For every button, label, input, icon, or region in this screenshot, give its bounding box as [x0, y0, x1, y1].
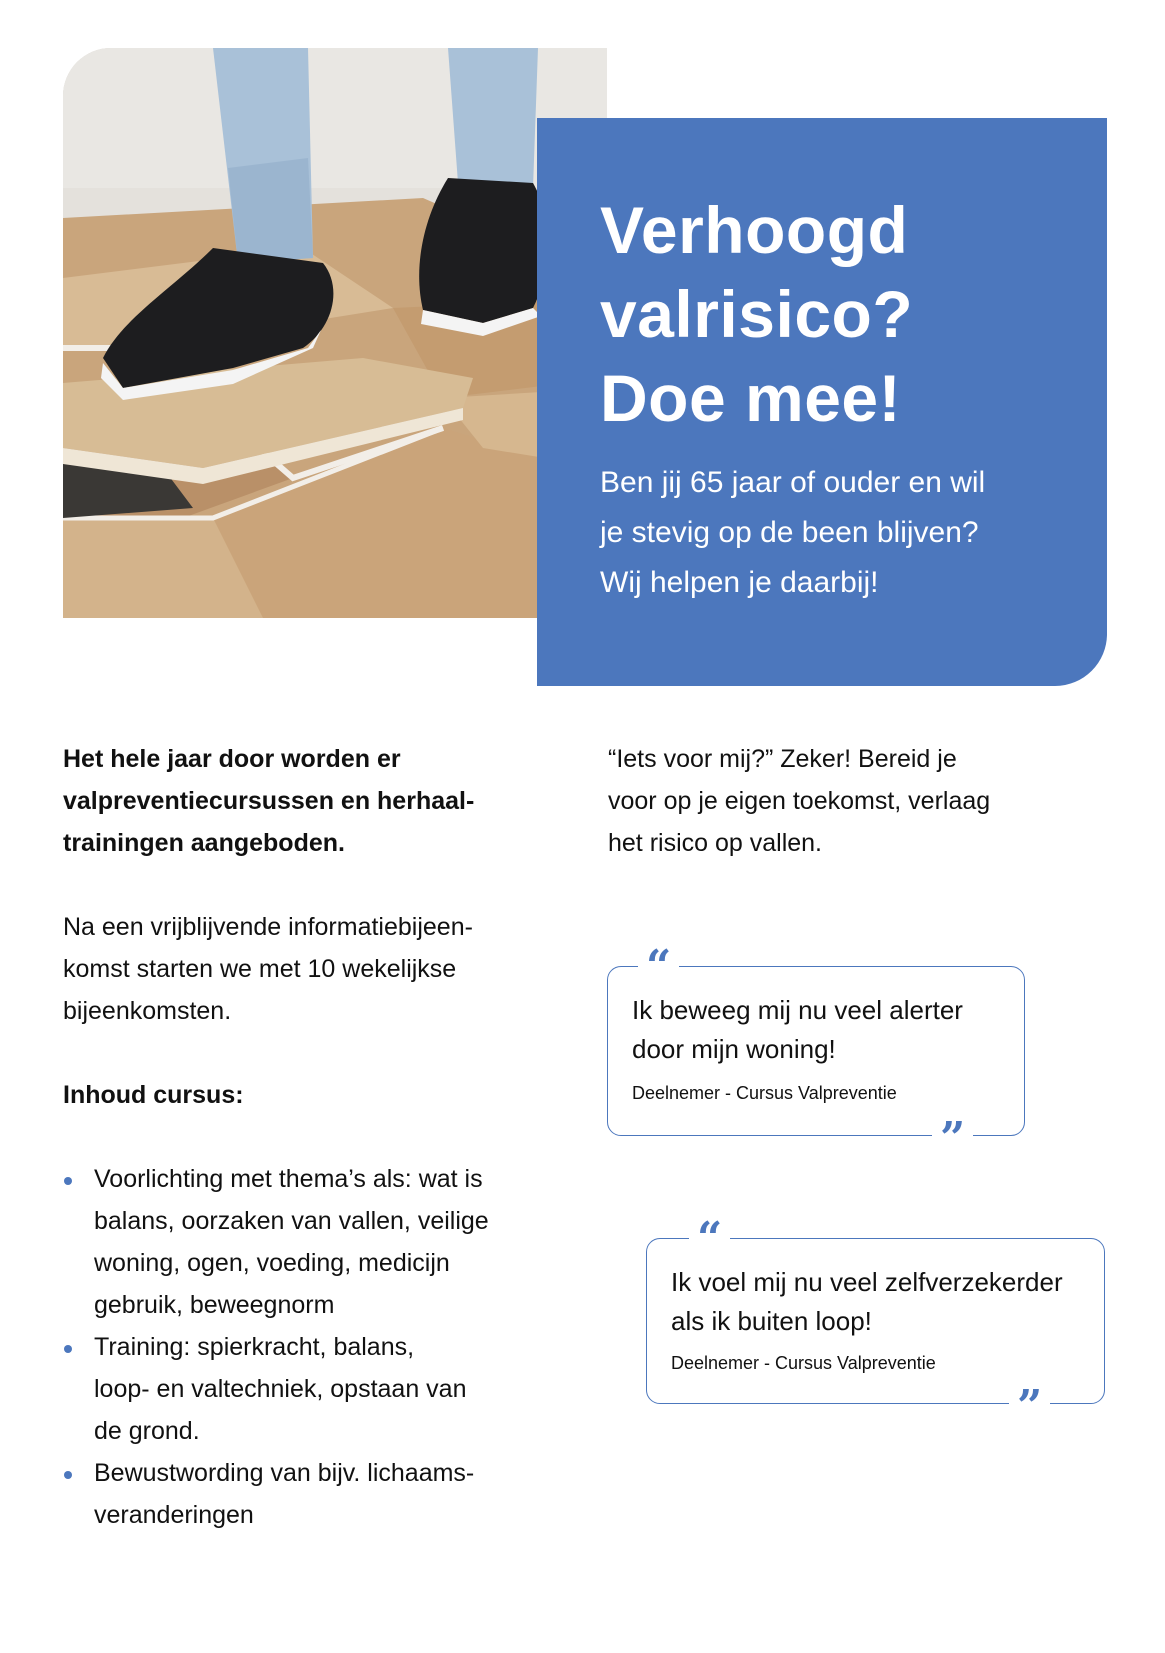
- info-line: bijeenkomsten.: [63, 997, 232, 1025]
- list-item-line: Training: spierkracht, balans,: [94, 1333, 415, 1361]
- testimonial-line: Ik voel mij nu veel zelfverzekerder: [671, 1267, 1063, 1297]
- hero-title-line: Verhoogd: [600, 193, 909, 267]
- right-intro-line: “Iets voor mij?” Zeker! Bereid je: [608, 745, 957, 773]
- list-item-line: loop- en valtechniek, opstaan van: [94, 1375, 467, 1403]
- testimonial-text: [671, 1263, 1063, 1341]
- intro-line: valpreventiecursussen en herhaal-: [63, 787, 475, 815]
- bullet-icon: [64, 1471, 72, 1479]
- intro-line: trainingen aangeboden.: [63, 829, 345, 857]
- left-column: [63, 738, 553, 1536]
- list-item-line: Bewustwording van bijv. lichaams-: [94, 1459, 475, 1487]
- testimonial-card: [607, 941, 1025, 1164]
- intro-paragraph: [63, 738, 553, 864]
- testimonial-card: [646, 1213, 1105, 1432]
- testimonial-source: Deelnemer - Cursus Valpreventie: [671, 1353, 936, 1373]
- hero-photo: [63, 48, 607, 618]
- right-intro-line: voor op je eigen toekomst, verlaag: [608, 787, 991, 815]
- hero-subtitle-line: Ben jij 65 jaar of ouder en wil: [600, 466, 986, 499]
- open-quote-icon: “: [689, 1217, 730, 1247]
- testimonial-line: door mijn woning!: [632, 1034, 836, 1064]
- list-item: [63, 1158, 553, 1326]
- testimonial-source: Deelnemer - Cursus Valpreventie: [632, 1083, 897, 1103]
- intro-line: Het hele jaar door worden er: [63, 745, 401, 773]
- right-intro-line: het risico op vallen.: [608, 829, 823, 857]
- list-item-line: balans, oorzaken van vallen, veilige: [94, 1207, 489, 1235]
- list-item-line: veranderingen: [94, 1501, 254, 1529]
- bullet-icon: [64, 1177, 72, 1185]
- testimonial-text: [632, 991, 963, 1069]
- info-paragraph: [63, 906, 553, 1032]
- info-line: komst starten we met 10 wekelijkse: [63, 955, 457, 983]
- testimonial-line: Ik beweeg mij nu veel alerter: [632, 995, 963, 1025]
- close-quote-icon: ”: [932, 1117, 973, 1147]
- list-item: [63, 1326, 553, 1452]
- bullet-icon: [64, 1345, 72, 1353]
- hero-title-line: Doe mee!: [600, 361, 902, 435]
- list-item-line: gebruik, beweegnorm: [94, 1291, 335, 1319]
- list-item-line: woning, ogen, voeding, medicijn: [94, 1249, 450, 1277]
- open-quote-icon: “: [638, 945, 679, 975]
- course-content-list: [63, 1158, 553, 1536]
- list-item-line: Voorlichting met thema’s als: wat is: [94, 1165, 483, 1193]
- balance-board-illustration: [63, 48, 607, 618]
- hero-title-line: valrisico?: [600, 277, 914, 351]
- course-content-heading: Inhoud cursus:: [63, 1081, 244, 1109]
- close-quote-icon: ”: [1009, 1385, 1050, 1415]
- hero-title: [600, 188, 913, 440]
- list-item: [63, 1452, 553, 1536]
- hero-subtitle: [600, 458, 1080, 608]
- hero-panel: [537, 118, 1107, 686]
- testimonial-line: als ik buiten loop!: [671, 1306, 872, 1336]
- info-line: Na een vrijblijvende informatiebijeen-: [63, 913, 473, 941]
- hero-subtitle-line: Wij helpen je daarbij!: [600, 566, 879, 599]
- right-intro-paragraph: [608, 738, 1088, 864]
- hero-subtitle-line: je stevig op de been blijven?: [600, 516, 979, 549]
- list-item-line: de grond.: [94, 1417, 200, 1445]
